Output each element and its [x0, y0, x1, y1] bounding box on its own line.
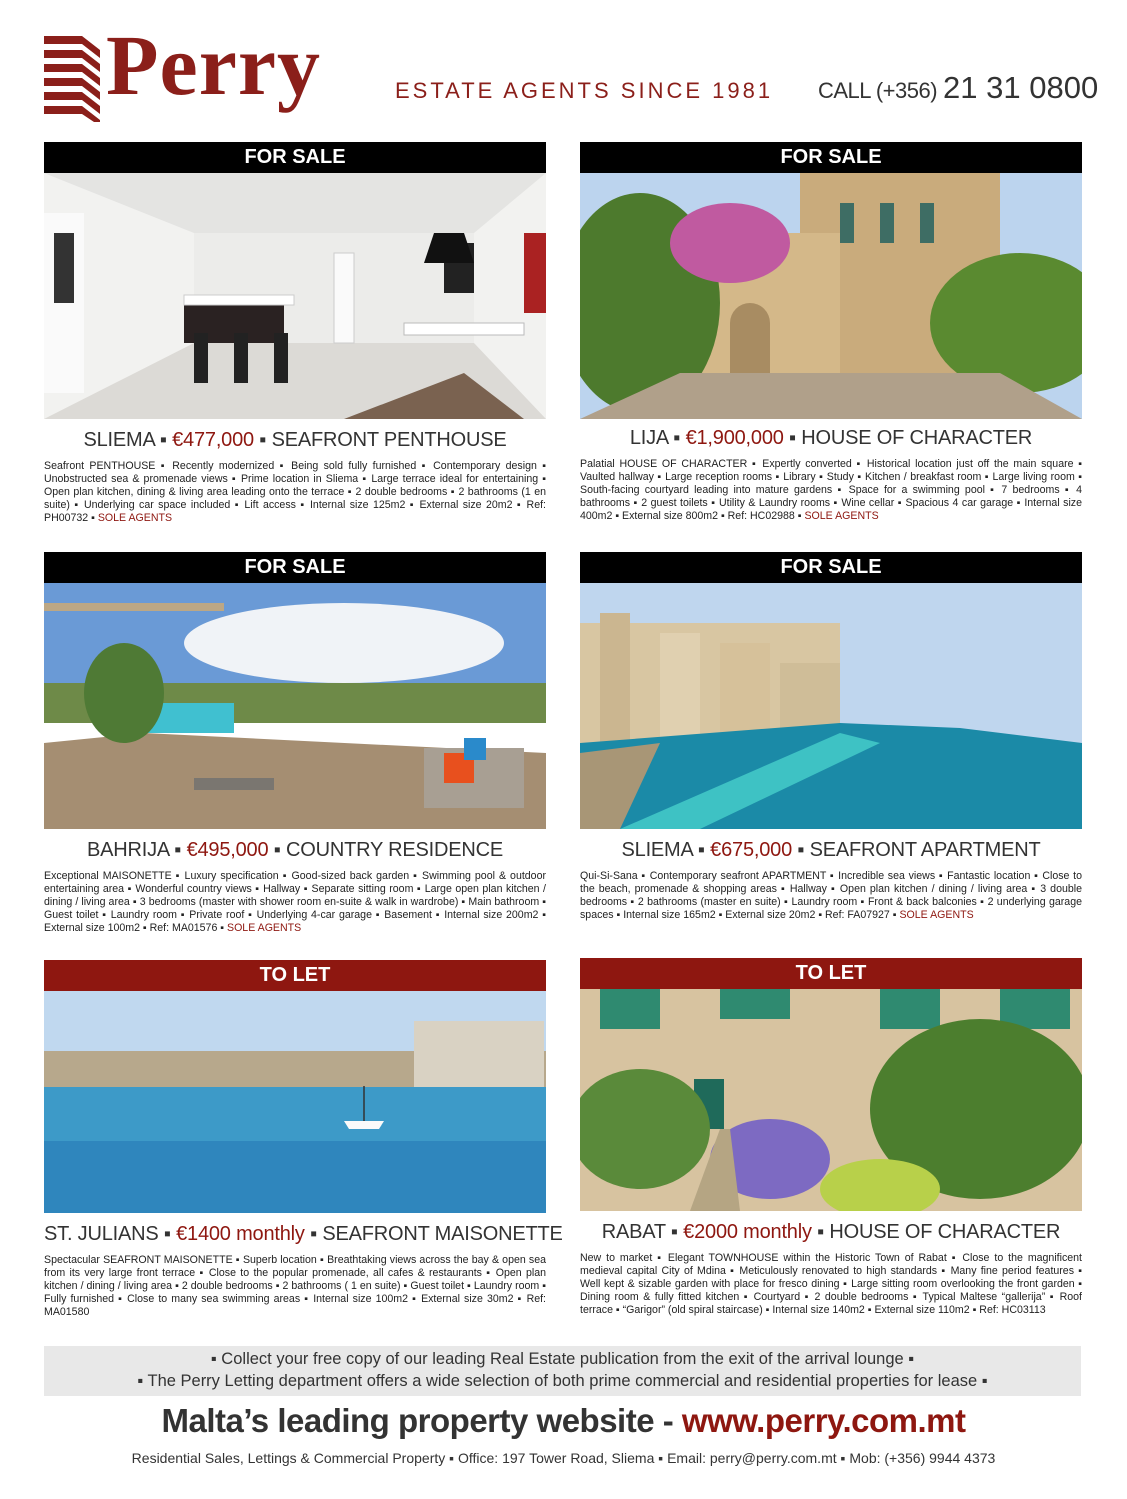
description-text: Exceptional MAISONETTE ▪ Luxury specification ▪ Good-sized back garden ▪ Swimming pool & outdoor entertaining area ▪ Wonderful country views ▪ Hallway ▪ Separate sitting room ▪ Large open plan kitchen / dining / living area ▪ 3 bedrooms (master with shower room en-suite & walk in wardrobe) ▪ Main bathroom ▪ Guest toilet ▪ Laundry room ▪ Private roof ▪ Underlying 4-car garage ▪ Basement ▪ Internal size 200m2 ▪ External size 100m2 ▪ Ref: MA01576 ▪: [44, 870, 546, 934]
listing-price: €1400 monthly: [176, 1223, 305, 1245]
listing-location: BAHRIJA: [86, 839, 169, 861]
description-text: New to market ▪ Elegant TOWNHOUSE within the Historic Town of Rabat ▪ Close to the magnificent medieval capital City of Mdina ▪ Meticulously renovated to high standards ▪ Many fine period features ▪ Well kept & sizable garden with place for fresco dining ▪ Large sitting room overlooking the front garden ▪ Dining room & fully fitted kitchen ▪ Courtyard ▪ 2 double bedrooms ▪ Typical Maltese “gallerija” ▪ Roof terrace ▪ “Garigor” (old spiral staircase) ▪ Internal size 140m2 ▪ External size 110m2 ▪ Ref: HC03113: [580, 1252, 1082, 1316]
listing-location: ST. JULIANS: [44, 1223, 159, 1245]
website-line: [0, 1402, 1127, 1440]
listing-type: COUNTRY RESIDENCE: [286, 839, 504, 861]
listing-card[interactable]: [580, 142, 1082, 523]
garden-photo: [580, 989, 1082, 1211]
listing-price: €477,000: [172, 429, 254, 451]
listing-headline: SLIEMA ▪ €675,000 ▪ SEAFRONT APARTMENT: [621, 839, 1041, 861]
listing-type: SEAFRONT MAISONETTE: [322, 1223, 563, 1245]
listing-card[interactable]: [44, 142, 546, 525]
perry-logo-icon: [44, 36, 100, 122]
call-number[interactable]: [818, 70, 1098, 106]
listing-type: HOUSE OF CHARACTER: [829, 1221, 1061, 1243]
listing-description: [44, 870, 546, 935]
listing-banner: FOR SALE: [580, 142, 1082, 173]
listing-description: [580, 458, 1082, 523]
listing-type: SEAFRONT PENTHOUSE: [271, 429, 507, 451]
description-text: Spectacular SEAFRONT MAISONETTE ▪ Superb location ▪ Breathtaking views across the bay & open sea from its very large front terrace ▪ Close to the popular promenade, all cafes & restaurants ▪ Open plan kitchen / dining / living area ▪ 2 double bedrooms ▪ 2 bathrooms ( 1 en suite) ▪ Guest toilet ▪ Laundry room ▪ Fully furnished ▪ Close to many sea swimming areas ▪ Internal size 100m2 ▪ External size 30m2 ▪ Ref: MA01580: [44, 1254, 546, 1318]
listing-description: [44, 460, 546, 525]
description-text: Seafront PENTHOUSE ▪ Recently modernized ▪ Being sold fully furnished ▪ Contemporary design ▪ Unobstructed sea & promenade views ▪ Prime location in Sliema ▪ Large terrace ideal for entertaining ▪ Open plan kitchen, dining & living area leading onto the terrace ▪ 2 double bedrooms ▪ 2 bathrooms (1 en suite) ▪ Underlying car space included ▪ Lift access ▪ Internal size 125m2 ▪ External size 20m2 ▪ Ref: PH00732 ▪: [44, 460, 546, 524]
sole-agents-tag: SOLE AGENTS: [804, 510, 879, 522]
website-prefix: Malta’s leading property website -: [161, 1402, 674, 1439]
listing-card[interactable]: [580, 552, 1082, 922]
listing-headline: LIJA ▪ €1,900,000 ▪ HOUSE OF CHARACTER: [629, 427, 1033, 449]
listing-price: €675,000: [710, 839, 792, 861]
listing-card[interactable]: [580, 958, 1082, 1317]
listing-photo: [44, 991, 546, 1213]
sole-agents-tag: SOLE AGENTS: [227, 922, 302, 934]
tagline: ESTATE AGENTS SINCE 1981: [395, 78, 774, 103]
listing-headline: ST. JULIANS ▪ €1400 monthly ▪ SEAFRONT MAISONETTE: [44, 1223, 563, 1245]
listing-location: SLIEMA: [83, 429, 155, 451]
listing-photo: [44, 583, 546, 829]
description-text: Palatial HOUSE OF CHARACTER ▪ Expertly converted ▪ Historical location just off the main square ▪ Vaulted hallway ▪ Large reception rooms ▪ Library ▪ Study ▪ Kitchen / breakfast room ▪ Large living room ▪ South-facing courtyard leading into mature gardens ▪ Space for a swimming pool ▪ 7 bedrooms ▪ 4 bathrooms ▪ 2 guest toilets ▪ Utility & Laundry rooms ▪ Wine cellar ▪ Spacious 4 car garage ▪ Internal size 400m2 ▪ External size 800m2 ▪ Ref: HC02988 ▪: [580, 458, 1082, 522]
listing-headline: RABAT ▪ €2000 monthly ▪ HOUSE OF CHARACTER: [601, 1221, 1061, 1243]
listing-banner: FOR SALE: [44, 552, 546, 583]
description-text: Qui-Si-Sana ▪ Contemporary seafront APARTMENT ▪ Incredible sea views ▪ Fantastic location ▪ Close to the beach, promenade & shopping areas ▪ Hallway ▪ Open plan kitchen / dining / living area ▪ 3 double bedrooms ▪ 2 bathrooms (master en suite) ▪ Laundry room ▪ Front & back balconies ▪ 2 underlying garage spaces ▪ Internal size 165m2 ▪ External size 20m2 ▪ Ref: FA07927 ▪: [580, 870, 1082, 921]
listing-headline: SLIEMA ▪ €477,000 ▪ SEAFRONT PENTHOUSE: [83, 429, 507, 451]
call-prefix: CALL (+356): [818, 78, 938, 103]
listing-photo: [44, 173, 546, 419]
phone-number: 21 31 0800: [943, 70, 1099, 105]
listing-location: RABAT: [601, 1221, 666, 1243]
terrace-photo: [44, 583, 546, 829]
listing-description: [44, 1254, 546, 1319]
listing-location: SLIEMA: [621, 839, 693, 861]
listing-price: €1,900,000: [685, 427, 784, 449]
kitchen-photo: [44, 173, 546, 419]
listing-description: [580, 1252, 1082, 1317]
listing-price: €2000 monthly: [683, 1221, 812, 1243]
listing-location: LIJA: [629, 427, 668, 449]
sole-agents-tag: SOLE AGENTS: [97, 512, 173, 524]
listing-banner: TO LET: [580, 958, 1082, 989]
listing-banner: FOR SALE: [580, 552, 1082, 583]
listing-price: €495,000: [186, 839, 269, 861]
listing-photo: [580, 989, 1082, 1211]
listing-banner: FOR SALE: [44, 142, 546, 173]
listing-type: SEAFRONT APARTMENT: [809, 839, 1041, 861]
listing-card[interactable]: [44, 960, 563, 1319]
listing-card[interactable]: [44, 552, 546, 935]
listing-headline: BAHRIJA ▪ €495,000 ▪ COUNTRY RESIDENCE: [86, 839, 504, 861]
logo-text: Perry: [106, 17, 322, 113]
footer-line-1: ▪ Collect your free copy of our leading Real Estate publication from the exit of the arrival lounge ▪: [210, 1350, 915, 1368]
sole-agents-tag: SOLE AGENTS: [899, 909, 974, 921]
listing-photo: [580, 583, 1082, 829]
contact-line: Residential Sales, Lettings & Commercial Property ▪ Office: 197 Tower Road, Sliema ▪ Email: perry@perry.com.mt ▪ Mob: (+356) 9944 4373: [131, 1450, 996, 1466]
listing-banner: TO LET: [44, 960, 546, 991]
listing-type: HOUSE OF CHARACTER: [801, 427, 1033, 449]
bay-photo: [44, 991, 546, 1213]
courtyard-photo: [580, 173, 1082, 419]
footer-notice: [44, 1346, 1081, 1396]
website-link[interactable]: www.perry.com.mt: [681, 1402, 966, 1439]
page-header: [0, 0, 1127, 140]
footer-line-2: ▪ The Perry Letting department offers a wide selection of both prime commercial and residential properties for lease ▪: [137, 1372, 988, 1390]
listing-photo: [580, 173, 1082, 419]
listing-description: [580, 870, 1082, 922]
seafront-photo: [580, 583, 1082, 829]
